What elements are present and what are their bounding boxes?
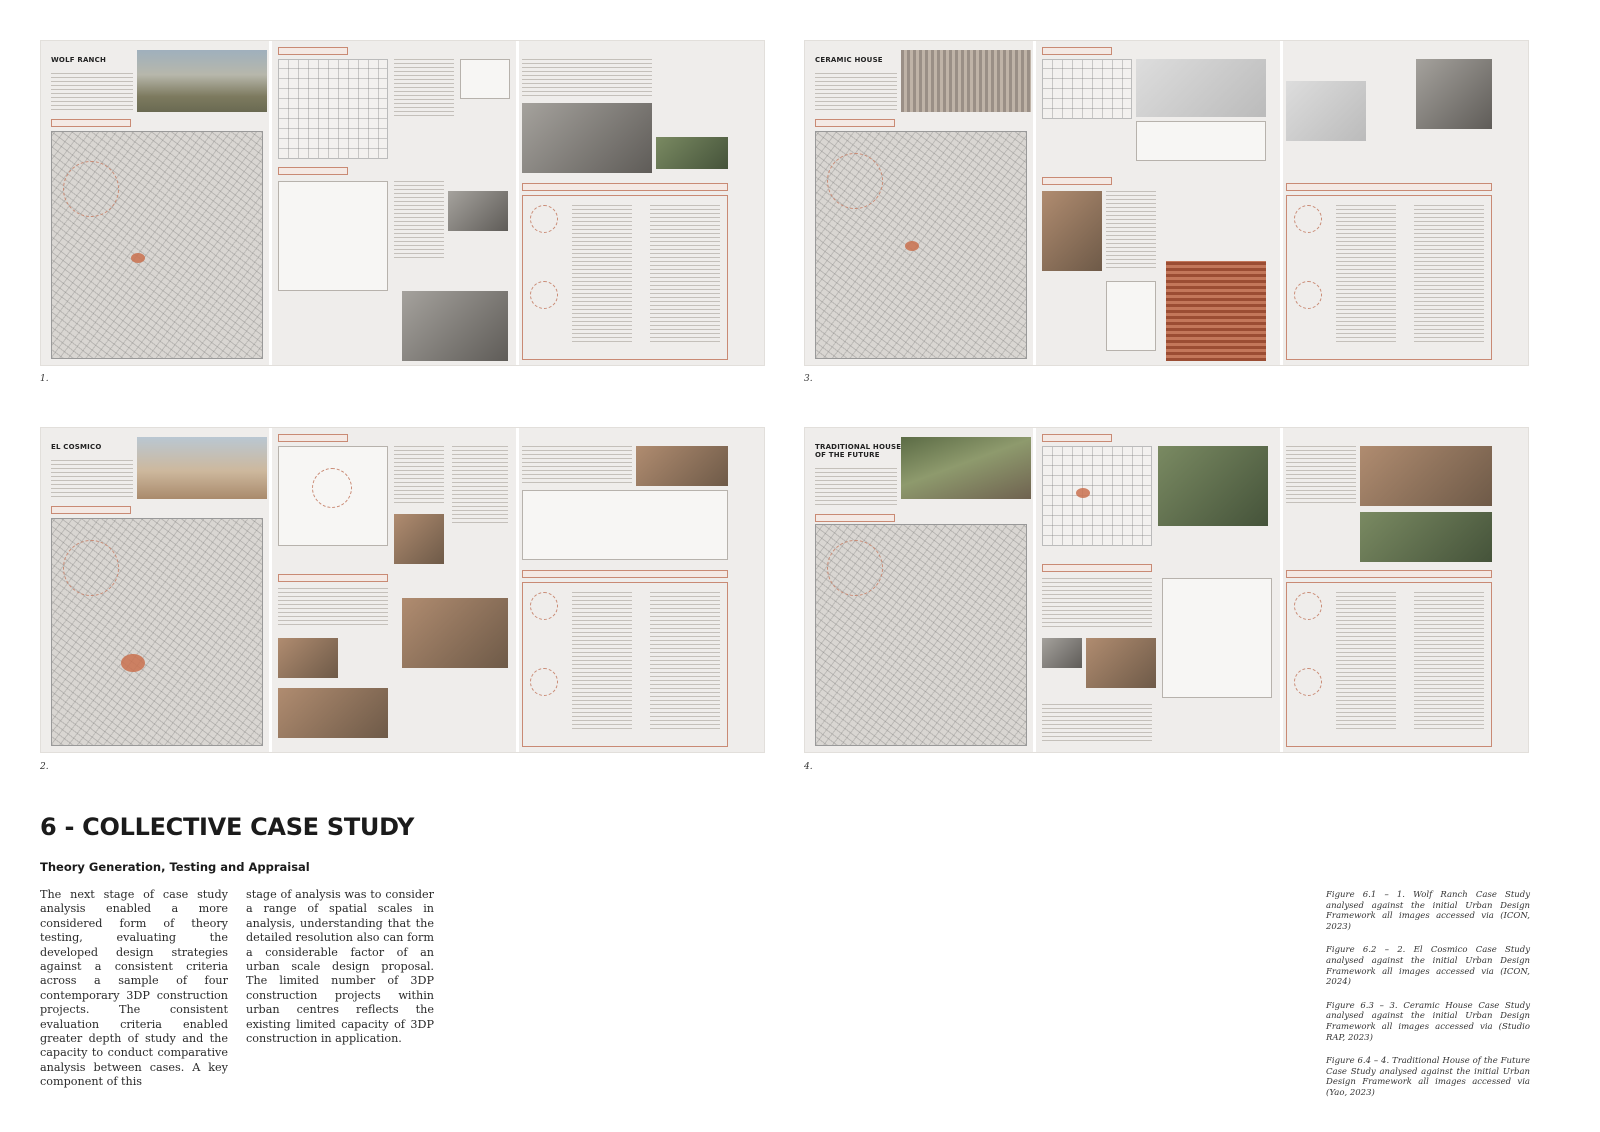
radius-diagram bbox=[63, 540, 119, 596]
spread-number: 1. bbox=[40, 374, 49, 384]
section-label bbox=[1042, 177, 1112, 185]
section-label bbox=[1042, 47, 1112, 55]
spread-number: 2. bbox=[40, 762, 49, 772]
annotation-text bbox=[1042, 578, 1152, 628]
case-photo bbox=[137, 437, 267, 499]
radius-diagram bbox=[63, 161, 119, 217]
spread-left-page bbox=[805, 41, 1036, 365]
intro-text bbox=[51, 460, 133, 500]
case-photo bbox=[901, 437, 1031, 499]
section-title: 6 - COLLECTIVE CASE STUDY bbox=[40, 813, 415, 841]
section-label bbox=[1286, 183, 1492, 191]
reference-image bbox=[1158, 446, 1268, 526]
spread-right-page bbox=[272, 428, 764, 752]
section-label bbox=[815, 119, 895, 127]
spread-number: 3. bbox=[804, 374, 813, 384]
reference-image bbox=[278, 638, 338, 678]
reference-image bbox=[1360, 446, 1492, 506]
figure-caption: Figure 6.3 – 3. Ceramic House Case Study analysed against the initial Urban Design Framework all images accessed via (Studio RAP, 2023) bbox=[1326, 1000, 1530, 1043]
spread-right-page bbox=[272, 41, 764, 365]
case-study-spread-1 bbox=[40, 40, 765, 366]
reference-image bbox=[402, 291, 508, 361]
evaluation-text bbox=[1336, 592, 1396, 732]
case-study-spread-4 bbox=[804, 427, 1529, 753]
reference-image bbox=[656, 137, 728, 169]
spread-left-page bbox=[41, 428, 272, 752]
annotation-text bbox=[1042, 704, 1152, 744]
site-marker bbox=[121, 654, 145, 672]
annotation-text bbox=[394, 446, 444, 506]
annotation-text bbox=[278, 588, 388, 628]
detail-diagram bbox=[1136, 121, 1266, 161]
case-title: TRADITIONAL HOUSE OF THE FUTURE bbox=[815, 443, 902, 459]
evaluation-text bbox=[650, 205, 720, 345]
evaluation-text bbox=[572, 205, 632, 345]
figure-caption: Figure 6.1 – 1. Wolf Ranch Case Study analysed against the initial Urban Design Framework all images accessed via (ICON, 2023) bbox=[1326, 890, 1530, 932]
spread-number: 4. bbox=[804, 762, 813, 772]
component-diagram bbox=[522, 490, 728, 560]
section-subtitle: Theory Generation, Testing and Appraisal bbox=[40, 860, 310, 874]
reference-image bbox=[1042, 191, 1102, 271]
radius-diagram bbox=[827, 540, 883, 596]
criteria-text bbox=[1286, 446, 1356, 506]
site-plan bbox=[1042, 59, 1132, 119]
spread-left-page bbox=[41, 41, 272, 365]
reference-image bbox=[636, 446, 728, 486]
evaluation-text bbox=[1414, 205, 1484, 345]
figure-caption: Figure 6.4 – 4. Traditional House of the Future Case Study analysed against the initial Urban Design Framework all images accessed via (Yao, 2023) bbox=[1326, 1056, 1530, 1098]
section-label bbox=[278, 47, 348, 55]
axonometric-diagram bbox=[278, 181, 388, 291]
reference-image bbox=[402, 598, 508, 668]
criteria-text bbox=[522, 446, 632, 486]
annotation-text bbox=[394, 181, 444, 261]
case-photo bbox=[901, 50, 1031, 112]
case-title: CERAMIC HOUSE bbox=[815, 56, 883, 64]
reference-image bbox=[1042, 638, 1082, 668]
annotation-text bbox=[452, 446, 508, 526]
section-label bbox=[815, 514, 895, 522]
intro-text bbox=[815, 468, 897, 508]
site-plan bbox=[278, 59, 388, 159]
body-text-column-1: The next stage of case study analysis enabled a more considered form of theory testing, evaluating the developed design strategies against a consistent criteria across a sample of four contemporary 3DP construction projects. The consistent evaluation criteria enabled greater depth of study and the capacity to conduct comparative analysis between cases. A key component of this bbox=[40, 888, 228, 1089]
section-label bbox=[278, 574, 388, 582]
section-label bbox=[1286, 570, 1492, 578]
section-diagram bbox=[1106, 281, 1156, 351]
section-label bbox=[51, 119, 131, 127]
annotation-text bbox=[394, 59, 454, 119]
spread-left-page bbox=[805, 428, 1036, 752]
section-label bbox=[522, 183, 728, 191]
reference-image bbox=[1136, 59, 1266, 117]
intro-text bbox=[51, 73, 133, 113]
annotation-text bbox=[1106, 191, 1156, 271]
figure-captions bbox=[1326, 890, 1530, 1112]
reference-image bbox=[278, 688, 388, 738]
plan-drawing bbox=[1162, 578, 1272, 698]
site-marker bbox=[905, 241, 919, 251]
reference-image bbox=[1360, 512, 1492, 562]
body-text-column-2: stage of analysis was to consider a range of spatial scales in analysis, understanding that the detailed resolution also can form a considerable factor of an urban scale design proposal. The limited number of 3DP construction projects within urban centres reflects the existing limited capacity of 3DP construction in application. bbox=[246, 888, 434, 1046]
evaluation-text bbox=[1336, 205, 1396, 345]
reference-image bbox=[1086, 638, 1156, 688]
case-study-spread-3 bbox=[804, 40, 1529, 366]
site-plan bbox=[1042, 446, 1152, 546]
section-label bbox=[1042, 564, 1152, 572]
reference-image bbox=[394, 514, 444, 564]
evaluation-text bbox=[572, 592, 632, 732]
case-photo bbox=[137, 50, 267, 112]
reference-image bbox=[448, 191, 508, 231]
intro-text bbox=[815, 73, 897, 113]
section-label bbox=[1042, 434, 1112, 442]
figure-caption: Figure 6.2 – 2. El Cosmico Case Study analysed against the initial Urban Design Framework all images accessed via (ICON, 2024) bbox=[1326, 945, 1530, 988]
reference-image bbox=[1286, 81, 1366, 141]
section-label bbox=[51, 506, 131, 514]
case-title: EL COSMICO bbox=[51, 443, 102, 451]
section-label bbox=[278, 167, 348, 175]
case-title: WOLF RANCH bbox=[51, 56, 107, 64]
criteria-text bbox=[522, 59, 652, 99]
radius-diagram bbox=[827, 153, 883, 209]
case-study-spread-2 bbox=[40, 427, 765, 753]
spread-right-page bbox=[1036, 41, 1528, 365]
site-marker bbox=[131, 253, 145, 263]
spread-right-page bbox=[1036, 428, 1528, 752]
cluster-diagram bbox=[460, 59, 510, 99]
evaluation-text bbox=[650, 592, 720, 732]
evaluation-text bbox=[1414, 592, 1484, 732]
reference-image bbox=[522, 103, 652, 173]
reference-image bbox=[1166, 261, 1266, 361]
section-label bbox=[522, 570, 728, 578]
reference-image bbox=[1416, 59, 1492, 129]
section-label bbox=[278, 434, 348, 442]
